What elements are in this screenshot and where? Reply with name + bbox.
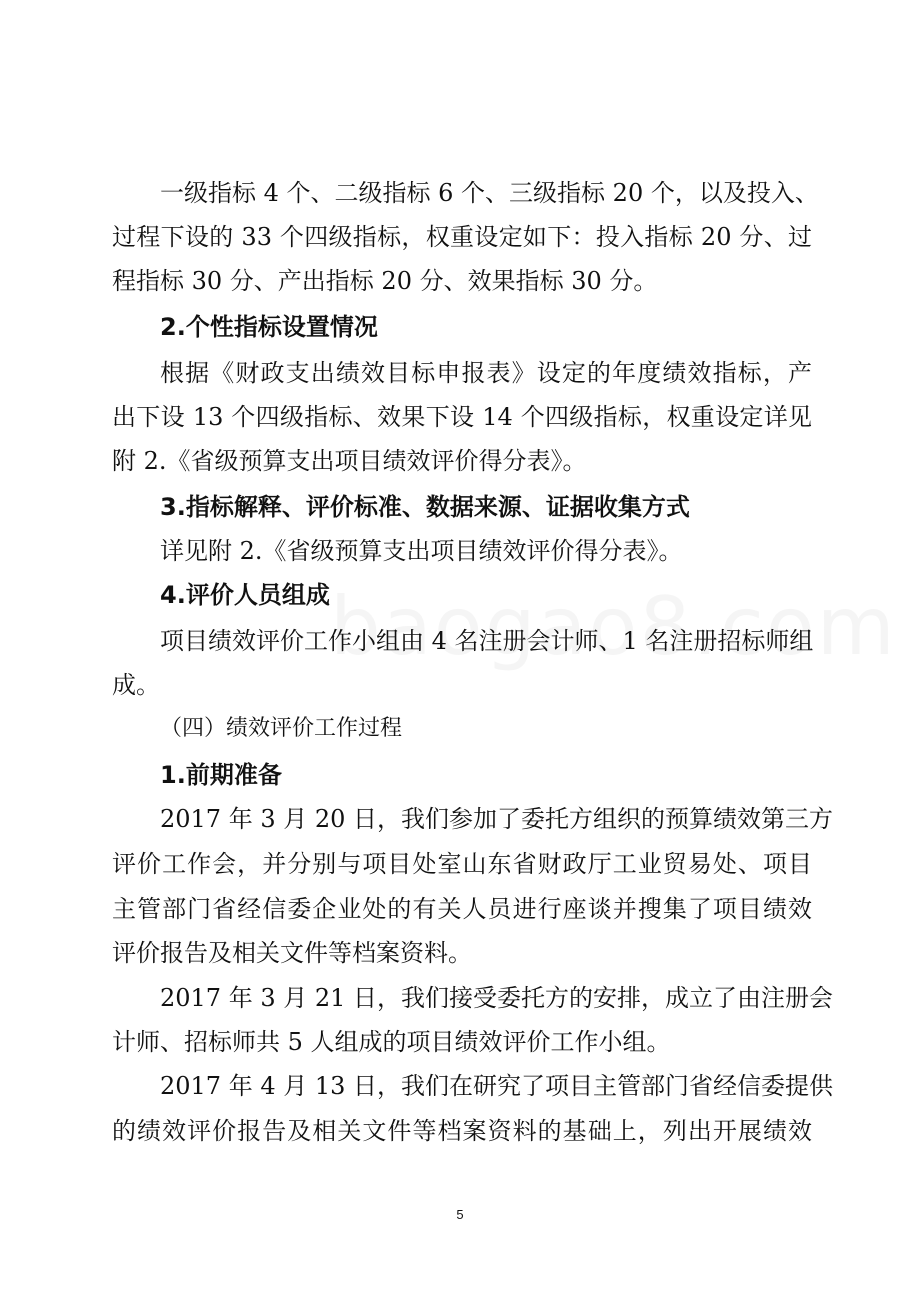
paragraph-line: 评价报告及相关文件等档案资料。 — [112, 939, 472, 967]
section-heading: 4.评价人员组成 — [160, 581, 330, 609]
paragraph-line: 成。 — [112, 671, 160, 699]
paragraph-line: 2017 年 4 月 13 日，我们在研究了项目主管部门省经信委提供 — [160, 1072, 834, 1100]
paragraph-line: 项目绩效评价工作小组由 4 名注册会计师、1 名注册招标师组 — [160, 627, 814, 655]
paragraph-line: 2017 年 3 月 20 日，我们参加了委托方组织的预算绩效第三方 — [160, 805, 834, 833]
paragraph-line: 评价工作会，并分别与项目处室山东省财政厅工业贸易处、项目 — [112, 850, 812, 878]
section-heading: 1.前期准备 — [160, 761, 282, 789]
paragraph-line: 2017 年 3 月 21 日，我们接受委托方的安排，成立了由注册会 — [160, 984, 834, 1012]
paragraph-line: 的绩效评价报告及相关文件等档案资料的基础上，列出开展绩效 — [112, 1117, 812, 1145]
section-heading: 3.指标解释、评价标准、数据来源、证据收集方式 — [160, 493, 690, 521]
page-number: 5 — [456, 1207, 464, 1222]
paragraph-line: 附 2.《省级预算支出项目绩效评价得分表》。 — [112, 447, 587, 475]
section-heading: 2.个性指标设置情况 — [160, 313, 378, 341]
paragraph-line: 出下设 13 个四级指标、效果下设 14 个四级指标，权重设定详见 — [112, 403, 812, 431]
paragraph-line: 程指标 30 分、产出指标 20 分、效果指标 30 分。 — [112, 267, 658, 295]
paragraph-line: 计师、招标师共 5 人组成的项目绩效评价工作小组。 — [112, 1028, 671, 1056]
paragraph-line: 主管部门省经信委企业处的有关人员进行座谈并搜集了项目绩效 — [112, 895, 812, 923]
paragraph-line: 详见附 2.《省级预算支出项目绩效评价得分表》。 — [160, 537, 683, 565]
paragraph-line: 一级指标 4 个、二级指标 6 个、三级指标 20 个，以及投入、 — [160, 179, 819, 207]
paragraph-line: 过程下设的 33 个四级指标，权重设定如下：投入指标 20 分、过 — [112, 223, 812, 251]
subsection-title: （四）绩效评价工作过程 — [160, 716, 403, 741]
paragraph-line: 根据《财政支出绩效目标申报表》设定的年度绩效指标，产 — [160, 359, 812, 387]
